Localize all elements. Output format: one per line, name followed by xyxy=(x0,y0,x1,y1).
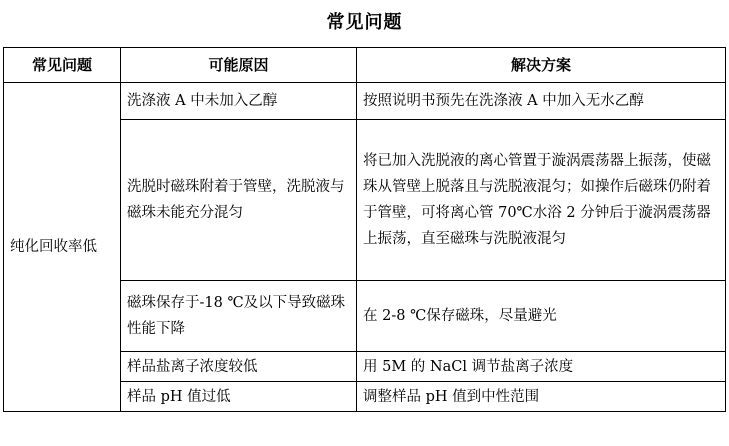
solution-cell: 调整样品 pH 值到中性范围 xyxy=(357,382,726,412)
problem-category: 纯化回收率低 xyxy=(4,83,121,412)
cause-cell: 洗涤液 A 中未加入乙醇 xyxy=(121,83,357,120)
cause-cell: 样品 pH 值过低 xyxy=(121,382,357,412)
header-solution: 解决方案 xyxy=(357,48,726,83)
solution-cell: 将已加入洗脱液的离心管置于漩涡震荡器上振荡，使磁珠从管壁上脱落且与洗脱液混匀；如操作后磁珠仍附着于管壁，可将离心管 70℃水浴 2 分钟后于漩涡震荡器上振荡，直至磁珠与洗脱液混匀 xyxy=(357,120,726,281)
solution-cell: 用 5M 的 NaCl 调节盐离子浓度 xyxy=(357,352,726,382)
cause-cell: 样品盐离子浓度较低 xyxy=(121,352,357,382)
solution-cell: 在 2-8 ℃保存磁珠，尽量避光 xyxy=(357,281,726,352)
header-cause: 可能原因 xyxy=(121,48,357,83)
faq-table xyxy=(3,47,726,412)
cause-cell: 洗脱时磁珠附着于管壁，洗脱液与磁珠未能充分混匀 xyxy=(121,120,357,281)
table-row xyxy=(4,83,726,120)
page-title: 常见问题 xyxy=(326,12,403,33)
cause-cell: 磁珠保存于-18 ℃及以下导致磁珠性能下降 xyxy=(121,281,357,352)
table-header-row xyxy=(4,48,726,83)
solution-cell: 按照说明书预先在洗涤液 A 中加入无水乙醇 xyxy=(357,83,726,120)
header-problem: 常见问题 xyxy=(4,48,121,83)
